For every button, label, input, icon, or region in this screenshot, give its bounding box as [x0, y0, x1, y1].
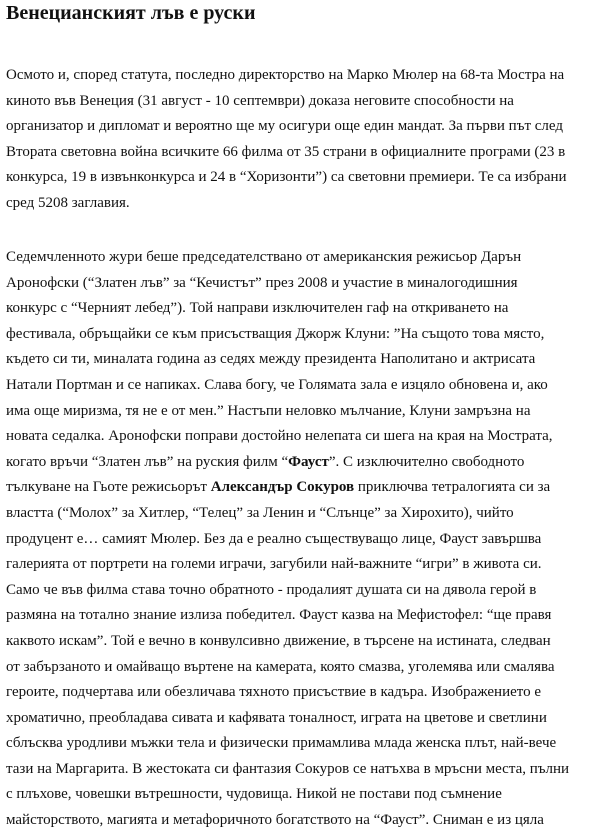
text-segment: Натали Портман и се напиках. Слава богу, че Голямата зала е изцяло обновена и, ако: [6, 376, 548, 393]
text-segment: властта (“Молох” за Хитлер, “Телец” за Ленин и “Слънце” за Хирохито), чийто: [6, 504, 514, 521]
text-segment: фестивала, обръщайки се към присъстващия Джорж Клуни: ”На същото това място,: [6, 325, 545, 342]
text-segment: тази на Маргарита. В жестоката си фантазия Сокуров се натъхва в мръсни места, пълни: [6, 760, 570, 777]
text-line: [6, 475, 600, 501]
text-segment: киното във Венеция (31 август - 10 септември) доказа неговите способности на: [6, 92, 514, 109]
text-line: [6, 373, 600, 399]
text-segment: Аронофски (“Златен лъв” за “Кечистът” през 2008 и участие в миналогодишния: [6, 274, 518, 291]
text-line: [6, 757, 600, 783]
text-line: [6, 424, 600, 450]
article-title: Венецианският лъв е руски: [6, 2, 256, 24]
text-line: [6, 140, 600, 166]
text-line: [6, 578, 600, 604]
text-segment: организатор и дипломат и вероятно ще му осигури още един мандат. За първи път след: [6, 118, 564, 135]
text-segment: ”. С изключително свободното: [328, 453, 525, 470]
text-line: [6, 450, 600, 476]
text-line: [6, 191, 600, 217]
text-segment: има още миризма, тя не е от мен.” Настъпи неловко мълчание, Клуни замръзна на: [6, 402, 531, 419]
text-line: [6, 629, 600, 655]
text-segment: Седемчленното жури беше председателствано от американския режисьор Дарън: [6, 249, 522, 265]
text-line: [6, 527, 600, 553]
bold-text: Александър Сокуров: [210, 479, 355, 496]
text-segment: конкурс с “Черният лебед”). Той направи изключителен гаф на откриването на: [6, 300, 509, 317]
text-line: [6, 731, 600, 757]
text-line: [6, 655, 600, 681]
paragraph-2: [6, 245, 600, 834]
text-line: [6, 245, 600, 271]
text-segment: майсторството, магията и метафоричното богатството на “Фауст”. Сниман е из цяла: [6, 812, 544, 829]
text-segment: галерията от портрети на големи играчи, загубили най-важните “игри” в живота си.: [6, 556, 542, 573]
text-segment: приключва тетралогията си за: [354, 479, 551, 496]
text-line: [6, 89, 600, 115]
text-line: [6, 706, 600, 732]
text-line: [6, 680, 600, 706]
paragraph-1: [6, 63, 600, 217]
text-line: [6, 347, 600, 373]
text-line: [6, 603, 600, 629]
text-segment: хроматично, преобладава сивата и кафявата тоналност, играта на цветове и светлини: [6, 709, 547, 726]
text-line: [6, 552, 600, 578]
text-line: [6, 501, 600, 527]
text-line: [6, 296, 600, 322]
text-segment: конкурса, 19 в извънконкурса и 24 в “Хоризонти”) са световни премиери. Те са избрани: [6, 169, 567, 186]
text-line: [6, 165, 600, 191]
text-segment: Само че във филма става точно обратното - продалият душата си на дявола герой в: [6, 581, 537, 598]
text-line: [6, 322, 600, 348]
text-line: [6, 271, 600, 297]
text-segment: когато връчи “Златен лъв” на руския филм “: [6, 453, 289, 470]
text-line: [6, 114, 600, 140]
text-segment: Втората световна война всичките 66 филма от 35 страни в официалните програми (23 в: [6, 143, 566, 160]
text-segment: тълкуване на Гьоте режисьорът: [6, 479, 211, 496]
text-segment: с плъхове, човешки вътрешности, чудовища. Никой не постави под съмнение: [6, 786, 502, 803]
text-segment: Осмото и, според статута, последно директорство на Марко Мюлер на 68-та Мостра на: [6, 67, 565, 83]
text-segment: където си ти, миналата година аз седях между президента Наполитано и актрисата: [6, 351, 536, 368]
text-segment: сблъсква уродливи мъжки тела и физически примамлива млада женска плът, най-вече: [6, 735, 557, 752]
text-segment: каквото искам”. Той е вечно в конвулсивно движение, в търсене на истината, следван: [6, 632, 551, 649]
text-segment: от забързаното и омайващо въртене на камерата, която смазва, уголемява или смалява: [6, 658, 555, 675]
text-line: [6, 782, 600, 808]
bold-text: Фауст: [288, 453, 329, 470]
text-segment: размяна на тотално знание излиза победител. Фауст казва на Мефистофел: “ще правя: [6, 607, 552, 624]
text-segment: продуцент е… самият Мюлер. Без да е реално съществуващо лице, Фауст завършва: [6, 530, 542, 547]
text-line: [6, 63, 600, 89]
text-segment: новата седалка. Аронофски поправи достойно нелепата си шега на края на Мострата,: [6, 428, 553, 445]
text-line: [6, 399, 600, 425]
text-line: [6, 808, 600, 834]
text-segment: сред 5208 заглавия.: [6, 194, 130, 211]
text-segment: героите, подчертава или обезличава тяхното присъствие в кадъра. Изображението е: [6, 684, 542, 701]
